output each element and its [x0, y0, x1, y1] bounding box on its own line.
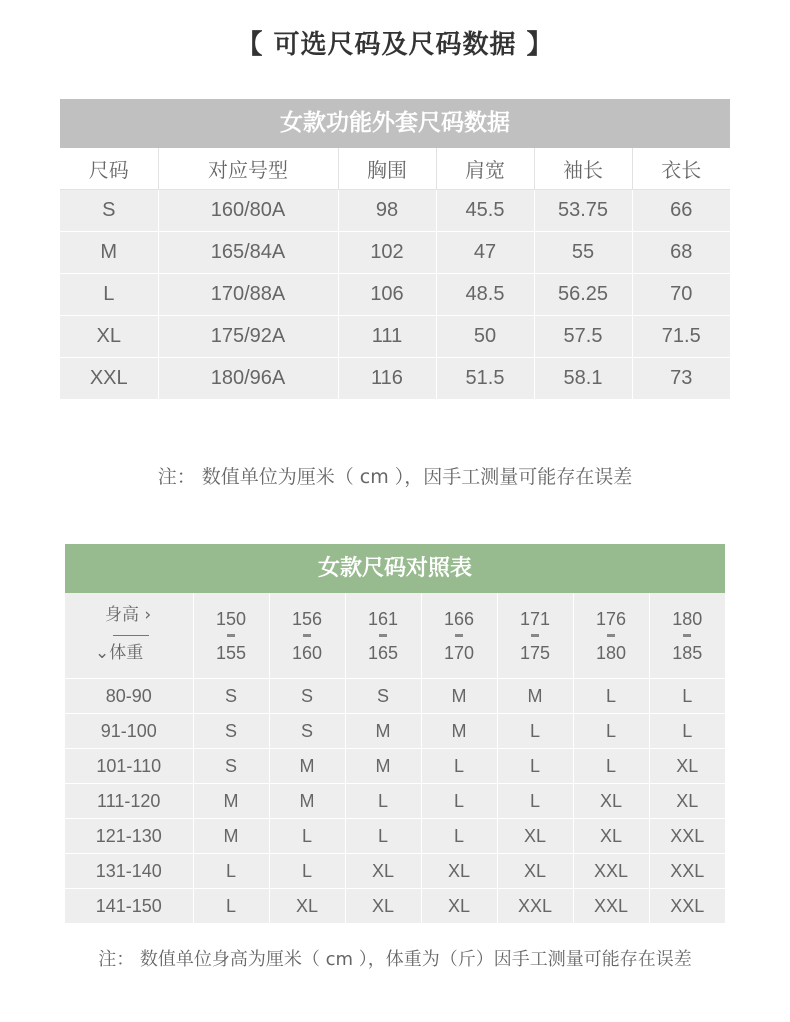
table-row	[60, 274, 730, 316]
table-cell: 45.5	[436, 190, 534, 232]
table-row	[60, 232, 730, 274]
size-cell: XXL	[649, 889, 725, 924]
size-cell: L	[421, 819, 497, 854]
table-cell: 47	[436, 232, 534, 274]
size-cell: L	[497, 784, 573, 819]
height-from: 180	[672, 608, 703, 629]
size-cell: XXL	[649, 819, 725, 854]
size-cell: XL	[345, 889, 421, 924]
height-to: 175	[519, 642, 551, 663]
size-cell: L	[421, 784, 497, 819]
height-range-cell	[649, 593, 725, 679]
size-table-header-row	[60, 148, 730, 190]
size-cell: L	[269, 854, 345, 889]
size-cell: XL	[649, 749, 725, 784]
height-range-cell	[345, 593, 421, 679]
height-from: 156	[291, 608, 323, 629]
table-row	[65, 714, 725, 749]
weight-cell: 121-130	[65, 819, 193, 854]
size-cell: S	[193, 749, 269, 784]
size-cell: XL	[421, 854, 497, 889]
table-cell: 48.5	[436, 274, 534, 316]
weight-cell: 131-140	[65, 854, 193, 889]
size-cell: XL	[497, 854, 573, 889]
table-cell: 175/92A	[158, 316, 338, 358]
height-from: 161	[367, 608, 399, 629]
table-row	[60, 316, 730, 358]
size-cell: S	[193, 679, 269, 714]
height-range-cell	[269, 593, 345, 679]
size-cell: M	[345, 714, 421, 749]
table-cell: S	[60, 190, 158, 232]
column-header: 胸围	[338, 148, 436, 190]
table-cell: 160/80A	[158, 190, 338, 232]
measurement-note: 注： 数值单位为厘米（ cm ），因手工测量可能存在误差	[157, 466, 633, 488]
size-cell: XL	[497, 819, 573, 854]
size-cell: XXL	[573, 854, 649, 889]
table-row	[65, 749, 725, 784]
size-cell: XL	[573, 819, 649, 854]
size-cell: M	[497, 679, 573, 714]
table-row	[60, 358, 730, 400]
height-range-cell	[497, 593, 573, 679]
range-dash	[683, 634, 691, 637]
size-cell: L	[345, 819, 421, 854]
column-header: 对应号型	[158, 148, 338, 190]
weight-cell: 101-110	[65, 749, 193, 784]
table-row	[60, 190, 730, 232]
height-from: 166	[443, 608, 475, 629]
height-range-cell	[421, 593, 497, 679]
size-cell: L	[649, 679, 725, 714]
size-cell: M	[345, 749, 421, 784]
table-cell: 102	[338, 232, 436, 274]
height-to: 165	[367, 642, 399, 663]
size-cell: L	[573, 749, 649, 784]
range-dash	[227, 634, 235, 637]
table-cell: 53.75	[534, 190, 632, 232]
size-cell: L	[269, 819, 345, 854]
corner-divider	[113, 635, 149, 636]
height-from: 176	[595, 608, 627, 629]
table-cell: 70	[632, 274, 730, 316]
size-cell: M	[421, 679, 497, 714]
range-dash	[531, 634, 539, 637]
height-to: 170	[443, 642, 475, 663]
table-cell: 56.25	[534, 274, 632, 316]
size-cell: XL	[573, 784, 649, 819]
size-cell: M	[269, 749, 345, 784]
height-range-cell	[193, 593, 269, 679]
size-cell: L	[193, 854, 269, 889]
size-chart-table	[65, 544, 725, 924]
column-header: 肩宽	[436, 148, 534, 190]
weight-cell: 91-100	[65, 714, 193, 749]
size-table-title: 女款功能外套尺码数据	[60, 99, 730, 148]
table-cell: 51.5	[436, 358, 534, 400]
size-cell: XL	[421, 889, 497, 924]
height-to: 180	[595, 642, 627, 663]
table-cell: L	[60, 274, 158, 316]
table-cell: 66	[632, 190, 730, 232]
table-row	[65, 784, 725, 819]
size-cell: S	[345, 679, 421, 714]
table-cell: 98	[338, 190, 436, 232]
table-cell: 111	[338, 316, 436, 358]
table-row	[65, 819, 725, 854]
range-dash	[379, 634, 387, 637]
table-cell: 170/88A	[158, 274, 338, 316]
size-cell: XXL	[497, 889, 573, 924]
column-header: 袖长	[534, 148, 632, 190]
height-to: 160	[291, 642, 323, 663]
weight-cell: 80-90	[65, 679, 193, 714]
size-data-table	[60, 99, 730, 400]
chart-table-title: 女款尺码对照表	[65, 544, 725, 593]
size-cell: M	[269, 784, 345, 819]
size-cell: XL	[269, 889, 345, 924]
page-title: 【 可选尺码及尺码数据 】	[236, 30, 554, 60]
table-cell: 55	[534, 232, 632, 274]
chart-note: 注： 数值单位身高为厘米（ cm ），体重为（斤）因手工测量可能存在误差	[98, 949, 692, 970]
table-cell: 106	[338, 274, 436, 316]
table-cell: 180/96A	[158, 358, 338, 400]
size-cell: XXL	[573, 889, 649, 924]
size-cell: M	[193, 784, 269, 819]
table-cell: 73	[632, 358, 730, 400]
range-dash	[607, 634, 615, 637]
size-cell: L	[193, 889, 269, 924]
size-cell: L	[421, 749, 497, 784]
table-cell: XXL	[60, 358, 158, 400]
size-cell: L	[497, 749, 573, 784]
size-cell: XXL	[649, 854, 725, 889]
table-cell: 71.5	[632, 316, 730, 358]
column-header: 衣长	[632, 148, 730, 190]
height-header-row	[65, 593, 725, 679]
table-row	[65, 679, 725, 714]
size-cell: S	[193, 714, 269, 749]
size-cell: L	[573, 679, 649, 714]
size-cell: S	[269, 714, 345, 749]
table-cell: 165/84A	[158, 232, 338, 274]
table-cell: 68	[632, 232, 730, 274]
size-cell: L	[497, 714, 573, 749]
table-cell: 58.1	[534, 358, 632, 400]
table-cell: 50	[436, 316, 534, 358]
height-from: 171	[519, 608, 551, 629]
table-cell: XL	[60, 316, 158, 358]
height-axis-label: 身高 ›	[105, 605, 152, 625]
column-header: 尺码	[60, 148, 158, 190]
table-row	[65, 854, 725, 889]
height-to: 185	[672, 642, 703, 663]
size-cell: S	[269, 679, 345, 714]
height-range-cell	[573, 593, 649, 679]
size-cell: XL	[345, 854, 421, 889]
table-cell: 57.5	[534, 316, 632, 358]
range-dash	[455, 634, 463, 637]
weight-cell: 141-150	[65, 889, 193, 924]
weight-cell: 111-120	[65, 784, 193, 819]
size-cell: L	[573, 714, 649, 749]
table-row	[65, 889, 725, 924]
range-dash	[303, 634, 311, 637]
weight-axis-label: ⌄体重	[95, 643, 144, 663]
table-cell: 116	[338, 358, 436, 400]
height-from: 150	[215, 608, 247, 629]
corner-cell	[65, 593, 193, 679]
size-cell: M	[421, 714, 497, 749]
size-cell: M	[193, 819, 269, 854]
size-cell: XL	[649, 784, 725, 819]
height-to: 155	[215, 642, 247, 663]
size-cell: L	[345, 784, 421, 819]
size-cell: L	[649, 714, 725, 749]
table-cell: M	[60, 232, 158, 274]
